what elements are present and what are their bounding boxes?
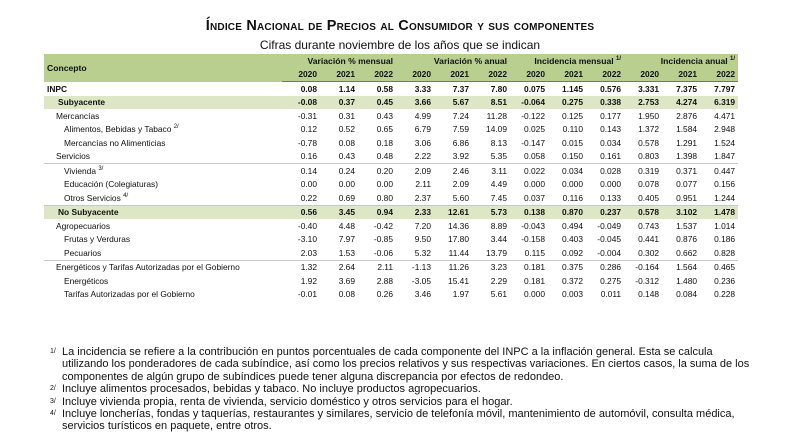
row-value: 3.92 — [434, 150, 472, 164]
row-value: 4.49 — [490, 179, 507, 190]
row-value: 1.97 — [452, 289, 469, 300]
row-value: 0.181 — [524, 262, 545, 273]
row-value: -0.78 — [297, 137, 317, 148]
row-value: 0.058 — [510, 150, 548, 164]
row-value: 5.61 — [490, 289, 507, 300]
row-value: 0.576 — [600, 83, 622, 94]
row-label: Pecuarios — [44, 246, 282, 260]
group-header-annual-variation: Variación % anual — [396, 54, 510, 68]
row-label: Otros Servicios $^{4/}$ — [44, 191, 282, 205]
year-header: 2021 — [434, 68, 472, 82]
row-label: Frutas y Verduras — [64, 234, 131, 245]
row-value: 7.80 — [490, 83, 507, 94]
row-value: 0.092 — [548, 246, 586, 260]
row-value: 2.876 — [676, 110, 698, 121]
row-value: 1.584 — [676, 124, 698, 135]
row-value: 0.115 — [510, 246, 548, 260]
row-value: 7.375 — [676, 83, 698, 94]
row-value: 0.56 — [282, 205, 320, 219]
footnote-mark: 1/ — [50, 348, 56, 355]
row-value: 3.23 — [490, 262, 507, 273]
row-value: -0.045 — [597, 234, 622, 245]
year-header: 2020 — [396, 68, 434, 82]
row-value: 0.034 — [600, 137, 622, 148]
footnote — [50, 346, 750, 383]
row-value: 0.69 — [320, 191, 358, 205]
row-value: -0.043 — [521, 220, 545, 231]
row-value: 1.537 — [676, 220, 698, 231]
row-value: 4.274 — [662, 96, 700, 110]
row-value: 0.156 — [714, 179, 736, 190]
row-value: 4.48 — [338, 220, 355, 231]
row-value: 0.494 — [562, 220, 583, 231]
row-value: 3.102 — [662, 205, 700, 219]
row-value: 1.847 — [700, 150, 738, 164]
row-value: 3.45 — [320, 205, 358, 219]
table-row — [44, 123, 738, 137]
inpc-table — [44, 54, 738, 301]
table-row — [44, 246, 738, 260]
row-value: 12.61 — [434, 205, 472, 219]
row-value: 5.32 — [396, 246, 434, 260]
row-label: Energéticos — [64, 275, 109, 286]
table-header-groups — [44, 54, 738, 68]
row-value: 0.743 — [638, 220, 660, 231]
row-value: 0.371 — [676, 165, 698, 176]
row-value: 0.133 — [586, 191, 624, 205]
row-value: 0.94 — [358, 205, 396, 219]
row-label: Subyacente — [44, 96, 282, 110]
table-row — [44, 136, 738, 150]
row-value: 0.275 — [600, 275, 622, 286]
row-value: 0.43 — [320, 150, 358, 164]
table-row — [44, 205, 738, 219]
row-value: 0.025 — [524, 124, 545, 135]
row-label: Mercancías — [56, 110, 100, 121]
year-header: 2022 — [586, 68, 624, 82]
row-value: -0.004 — [586, 246, 624, 260]
row-value: 2.22 — [396, 150, 434, 164]
row-value: 0.000 — [524, 289, 545, 300]
footnote-text: Incluye vivienda propia, renta de vivienda, servicio doméstico y otros servicios para el hogar. — [62, 395, 513, 408]
row-value: 0.18 — [376, 137, 393, 148]
row-label: Servicios — [44, 150, 282, 164]
row-value: 2.33 — [396, 205, 434, 219]
row-value: 3.331 — [638, 83, 660, 94]
row-value: 0.375 — [562, 262, 583, 273]
row-value: 1.480 — [676, 275, 698, 286]
row-label: Vivienda $^{3/}$ — [64, 165, 104, 176]
row-value: 1.398 — [662, 150, 700, 164]
row-value: 0.161 — [586, 150, 624, 164]
year-header: 2020 — [282, 68, 320, 82]
row-value: 0.403 — [562, 234, 583, 245]
row-label: Tarifas Autorizadas por el Gobierno — [64, 289, 195, 300]
row-value: 1.291 — [676, 137, 698, 148]
row-value: 0.20 — [376, 165, 393, 176]
row-value: 0.876 — [676, 234, 698, 245]
row-value: 0.465 — [714, 262, 736, 273]
row-value: 0.578 — [624, 205, 662, 219]
table-row — [44, 96, 738, 110]
row-value: 0.26 — [376, 289, 393, 300]
row-label: No Subyacente — [44, 205, 282, 219]
table-row — [44, 150, 738, 164]
row-value: 0.662 — [662, 246, 700, 260]
row-value: 5.60 — [434, 191, 472, 205]
row-value: 0.177 — [600, 110, 622, 121]
row-value: 0.52 — [338, 124, 355, 135]
footnote-mark: 4/ — [50, 410, 56, 418]
row-value: -0.08 — [282, 96, 320, 110]
row-value: 2.64 — [338, 262, 355, 273]
row-value: 0.22 — [282, 191, 320, 205]
row-value: 0.000 — [562, 179, 583, 190]
row-value: 2.29 — [490, 275, 507, 286]
row-value: 11.28 — [486, 110, 507, 121]
row-value: 3.46 — [414, 289, 431, 300]
row-value: 0.084 — [676, 289, 698, 300]
row-value: 0.125 — [562, 110, 583, 121]
row-value: 0.078 — [638, 179, 660, 190]
row-value: 5.73 — [472, 205, 510, 219]
row-value: 2.09 — [414, 165, 431, 176]
row-value: 1.372 — [638, 124, 660, 135]
row-label: Educación (Colegiaturas) — [64, 179, 159, 190]
year-header: 2022 — [358, 68, 396, 82]
row-value: 15.41 — [448, 275, 469, 286]
row-value: 1.145 — [562, 83, 583, 94]
row-value: -0.158 — [521, 234, 545, 245]
row-value: 8.51 — [472, 96, 510, 110]
row-value: 2.46 — [452, 165, 469, 176]
row-value: 5.35 — [472, 150, 510, 164]
row-value: -0.312 — [635, 275, 660, 286]
row-value: 17.80 — [448, 234, 469, 245]
footnote-mark: 2/ — [50, 385, 56, 393]
table-row — [44, 288, 738, 302]
row-value: 0.828 — [700, 246, 738, 260]
row-value: 0.08 — [338, 137, 355, 148]
year-header: 2022 — [472, 68, 510, 82]
footnote-mark: 3/ — [50, 397, 56, 405]
row-value: 1.92 — [300, 275, 317, 286]
row-value: 0.000 — [600, 179, 622, 190]
row-value: 0.110 — [562, 124, 583, 135]
row-value: -0.064 — [510, 96, 548, 110]
row-value: 0.003 — [562, 289, 583, 300]
row-value: 0.31 — [338, 110, 355, 121]
row-label: INPC — [47, 83, 68, 94]
row-value: 0.405 — [624, 191, 662, 205]
table-row — [44, 274, 738, 288]
page-subtitle: Cifras durante noviembre de los años que se indican — [259, 38, 541, 52]
row-value: 2.88 — [376, 275, 393, 286]
row-value: 9.50 — [414, 234, 431, 245]
row-value: 0.143 — [600, 124, 622, 135]
row-value: 0.65 — [376, 124, 393, 135]
row-value: 0.80 — [358, 191, 396, 205]
row-value: 14.36 — [448, 220, 469, 231]
table-row — [44, 109, 738, 123]
page-title: Índice Nacional de Precios al Consumidor y sus componentes — [205, 18, 595, 34]
group-header-monthly-incidence: Incidencia mensual $^{1/}$ — [510, 54, 624, 68]
footnote-text: Incluye loncherías, fondas y taquerías, restaurantes y similares, servicio de telefonía móvil, mantenimiento de automóvil, consulta médica, servicios turísticos en paquete, entre otros. — [62, 408, 735, 433]
row-value: 0.45 — [358, 96, 396, 110]
row-value: 0.58 — [376, 83, 393, 94]
row-value: 0.138 — [510, 205, 548, 219]
row-value: 0.48 — [358, 150, 396, 164]
row-value: 1.564 — [676, 262, 698, 273]
year-header: 2022 — [700, 68, 738, 82]
row-value: 7.20 — [414, 220, 431, 231]
footnote — [50, 408, 750, 433]
row-value: 0.286 — [600, 262, 622, 273]
footnote — [50, 383, 750, 395]
row-value: 0.148 — [638, 289, 660, 300]
row-value: 1.32 — [300, 262, 317, 273]
row-value: 2.11 — [415, 179, 431, 190]
row-value: -0.122 — [521, 110, 545, 121]
footnote-text: La incidencia se refiere a la contribución en puntos porcentuales de cada componente del INPC a la inflación general. Esta se calcula utilizando los ponderadores de cada subíndice, así como los precios relativos y sus respectivas variaciones. En ciertos casos, la suma de los componentes de algún grupo de subíndices puede tener alguna discrepancia por efectos de redondeo. — [62, 346, 750, 383]
row-value: 0.077 — [676, 179, 698, 190]
row-value: 2.03 — [282, 246, 320, 260]
row-value: 0.302 — [624, 246, 662, 260]
row-value: 0.16 — [282, 150, 320, 164]
row-value: 1.478 — [700, 205, 738, 219]
row-value: 0.08 — [338, 289, 355, 300]
row-value: 2.09 — [452, 179, 469, 190]
row-label: Alimentos, Bebidas y Tabaco $^{2/}$ — [64, 124, 179, 135]
row-value: 0.319 — [638, 165, 660, 176]
row-value: -0.31 — [297, 110, 317, 121]
row-value: -0.164 — [635, 262, 660, 273]
row-value: 0.12 — [300, 124, 317, 135]
row-value: 2.753 — [624, 96, 662, 110]
group-header-annual-incidence: Incidencia anual $^{1/}$ — [624, 54, 738, 68]
row-value: 11.44 — [434, 246, 472, 260]
row-value: 14.09 — [486, 124, 507, 135]
row-value: -3.05 — [411, 275, 431, 286]
row-value: 6.86 — [452, 137, 469, 148]
row-value: 6.319 — [700, 96, 738, 110]
row-value: 3.69 — [338, 275, 355, 286]
row-value: 0.037 — [510, 191, 548, 205]
row-value: 7.59 — [452, 124, 469, 135]
table-row — [44, 178, 738, 192]
row-value: 0.00 — [338, 179, 355, 190]
footnote — [50, 396, 750, 408]
table-row — [44, 260, 738, 274]
row-value: -0.40 — [297, 220, 317, 231]
row-value: -0.147 — [521, 137, 545, 148]
row-value: 8.89 — [490, 220, 507, 231]
year-header: 2020 — [624, 68, 662, 82]
row-value: 1.53 — [320, 246, 358, 260]
row-value: 0.00 — [300, 179, 317, 190]
row-value: 5.67 — [434, 96, 472, 110]
row-value: 1.14 — [338, 83, 355, 94]
row-value: 3.44 — [490, 234, 507, 245]
row-value: 0.951 — [662, 191, 700, 205]
row-value: 3.06 — [414, 137, 431, 148]
row-value: 0.24 — [338, 165, 355, 176]
row-value: 4.99 — [414, 110, 431, 121]
group-header-monthly-variation: Variación % mensual — [282, 54, 396, 68]
row-value: 0.870 — [548, 205, 586, 219]
row-value: 0.186 — [714, 234, 736, 245]
row-value: 3.33 — [414, 83, 431, 94]
table-row — [44, 233, 738, 247]
row-value: -1.13 — [411, 262, 431, 273]
row-value: 0.075 — [524, 83, 545, 94]
row-value: 2.948 — [714, 124, 736, 135]
row-value: 3.11 — [491, 165, 507, 176]
year-header: 2020 — [510, 68, 548, 82]
row-value: 0.181 — [524, 275, 545, 286]
row-value: 0.034 — [562, 165, 583, 176]
table-row — [44, 191, 738, 205]
row-value: -0.01 — [297, 289, 317, 300]
row-value: 11.26 — [448, 262, 469, 273]
row-value: 1.950 — [638, 110, 660, 121]
row-value: 7.37 — [452, 83, 469, 94]
row-value: 0.275 — [548, 96, 586, 110]
row-value: 1.014 — [714, 220, 736, 231]
row-value: 7.797 — [714, 83, 736, 94]
row-value: 6.79 — [414, 124, 431, 135]
row-value: 0.37 — [320, 96, 358, 110]
table-row — [44, 164, 738, 178]
row-value: 0.236 — [714, 275, 736, 286]
row-value: 0.338 — [586, 96, 624, 110]
row-value: 0.237 — [586, 205, 624, 219]
row-value: 1.524 — [714, 137, 736, 148]
row-value: 0.150 — [548, 150, 586, 164]
row-value: 8.13 — [490, 137, 507, 148]
table-row — [44, 82, 738, 96]
row-value: 0.08 — [300, 83, 317, 94]
row-value: -0.42 — [373, 220, 393, 231]
row-label: Agropecuarios — [56, 220, 111, 231]
row-value: 0.00 — [376, 179, 393, 190]
row-label: Mercancías no Alimenticias — [64, 137, 166, 148]
row-value: 0.116 — [548, 191, 586, 205]
row-value: 0.028 — [600, 165, 622, 176]
row-value: 0.447 — [714, 165, 736, 176]
row-value: 0.228 — [714, 289, 736, 300]
concept-header: Concepto — [44, 54, 282, 82]
row-value: 0.011 — [600, 289, 622, 300]
year-header: 2021 — [548, 68, 586, 82]
row-value: 0.14 — [300, 165, 317, 176]
year-header: 2021 — [662, 68, 700, 82]
row-label: Energéticos y Tarifas Autorizadas por el Gobierno — [56, 262, 240, 273]
row-value: 7.45 — [472, 191, 510, 205]
footnote-text: Incluye alimentos procesados, bebidas y tabaco. No incluye productos agropecuarios. — [62, 383, 481, 396]
row-value: 0.803 — [624, 150, 662, 164]
row-value: 3.66 — [396, 96, 434, 110]
row-value: 0.43 — [376, 110, 393, 121]
row-value: -0.85 — [373, 234, 393, 245]
row-value: 0.015 — [562, 137, 583, 148]
row-value: 1.244 — [700, 191, 738, 205]
row-value: 4.471 — [714, 110, 736, 121]
row-value: 0.372 — [562, 275, 583, 286]
row-value: 0.000 — [524, 179, 545, 190]
table-row — [44, 219, 738, 233]
row-value: 0.578 — [638, 137, 660, 148]
row-value: 7.97 — [338, 234, 355, 245]
row-value: 7.24 — [452, 110, 469, 121]
table-body — [44, 82, 738, 302]
row-value: -0.06 — [358, 246, 396, 260]
row-value: 2.37 — [396, 191, 434, 205]
row-value: -0.049 — [597, 220, 622, 231]
year-header: 2021 — [320, 68, 358, 82]
row-value: 13.79 — [472, 246, 510, 260]
footnotes — [50, 346, 750, 433]
row-value: 0.022 — [524, 165, 545, 176]
row-value: -3.10 — [297, 234, 317, 245]
row-value: 2.11 — [377, 262, 393, 273]
row-value: 0.441 — [638, 234, 660, 245]
